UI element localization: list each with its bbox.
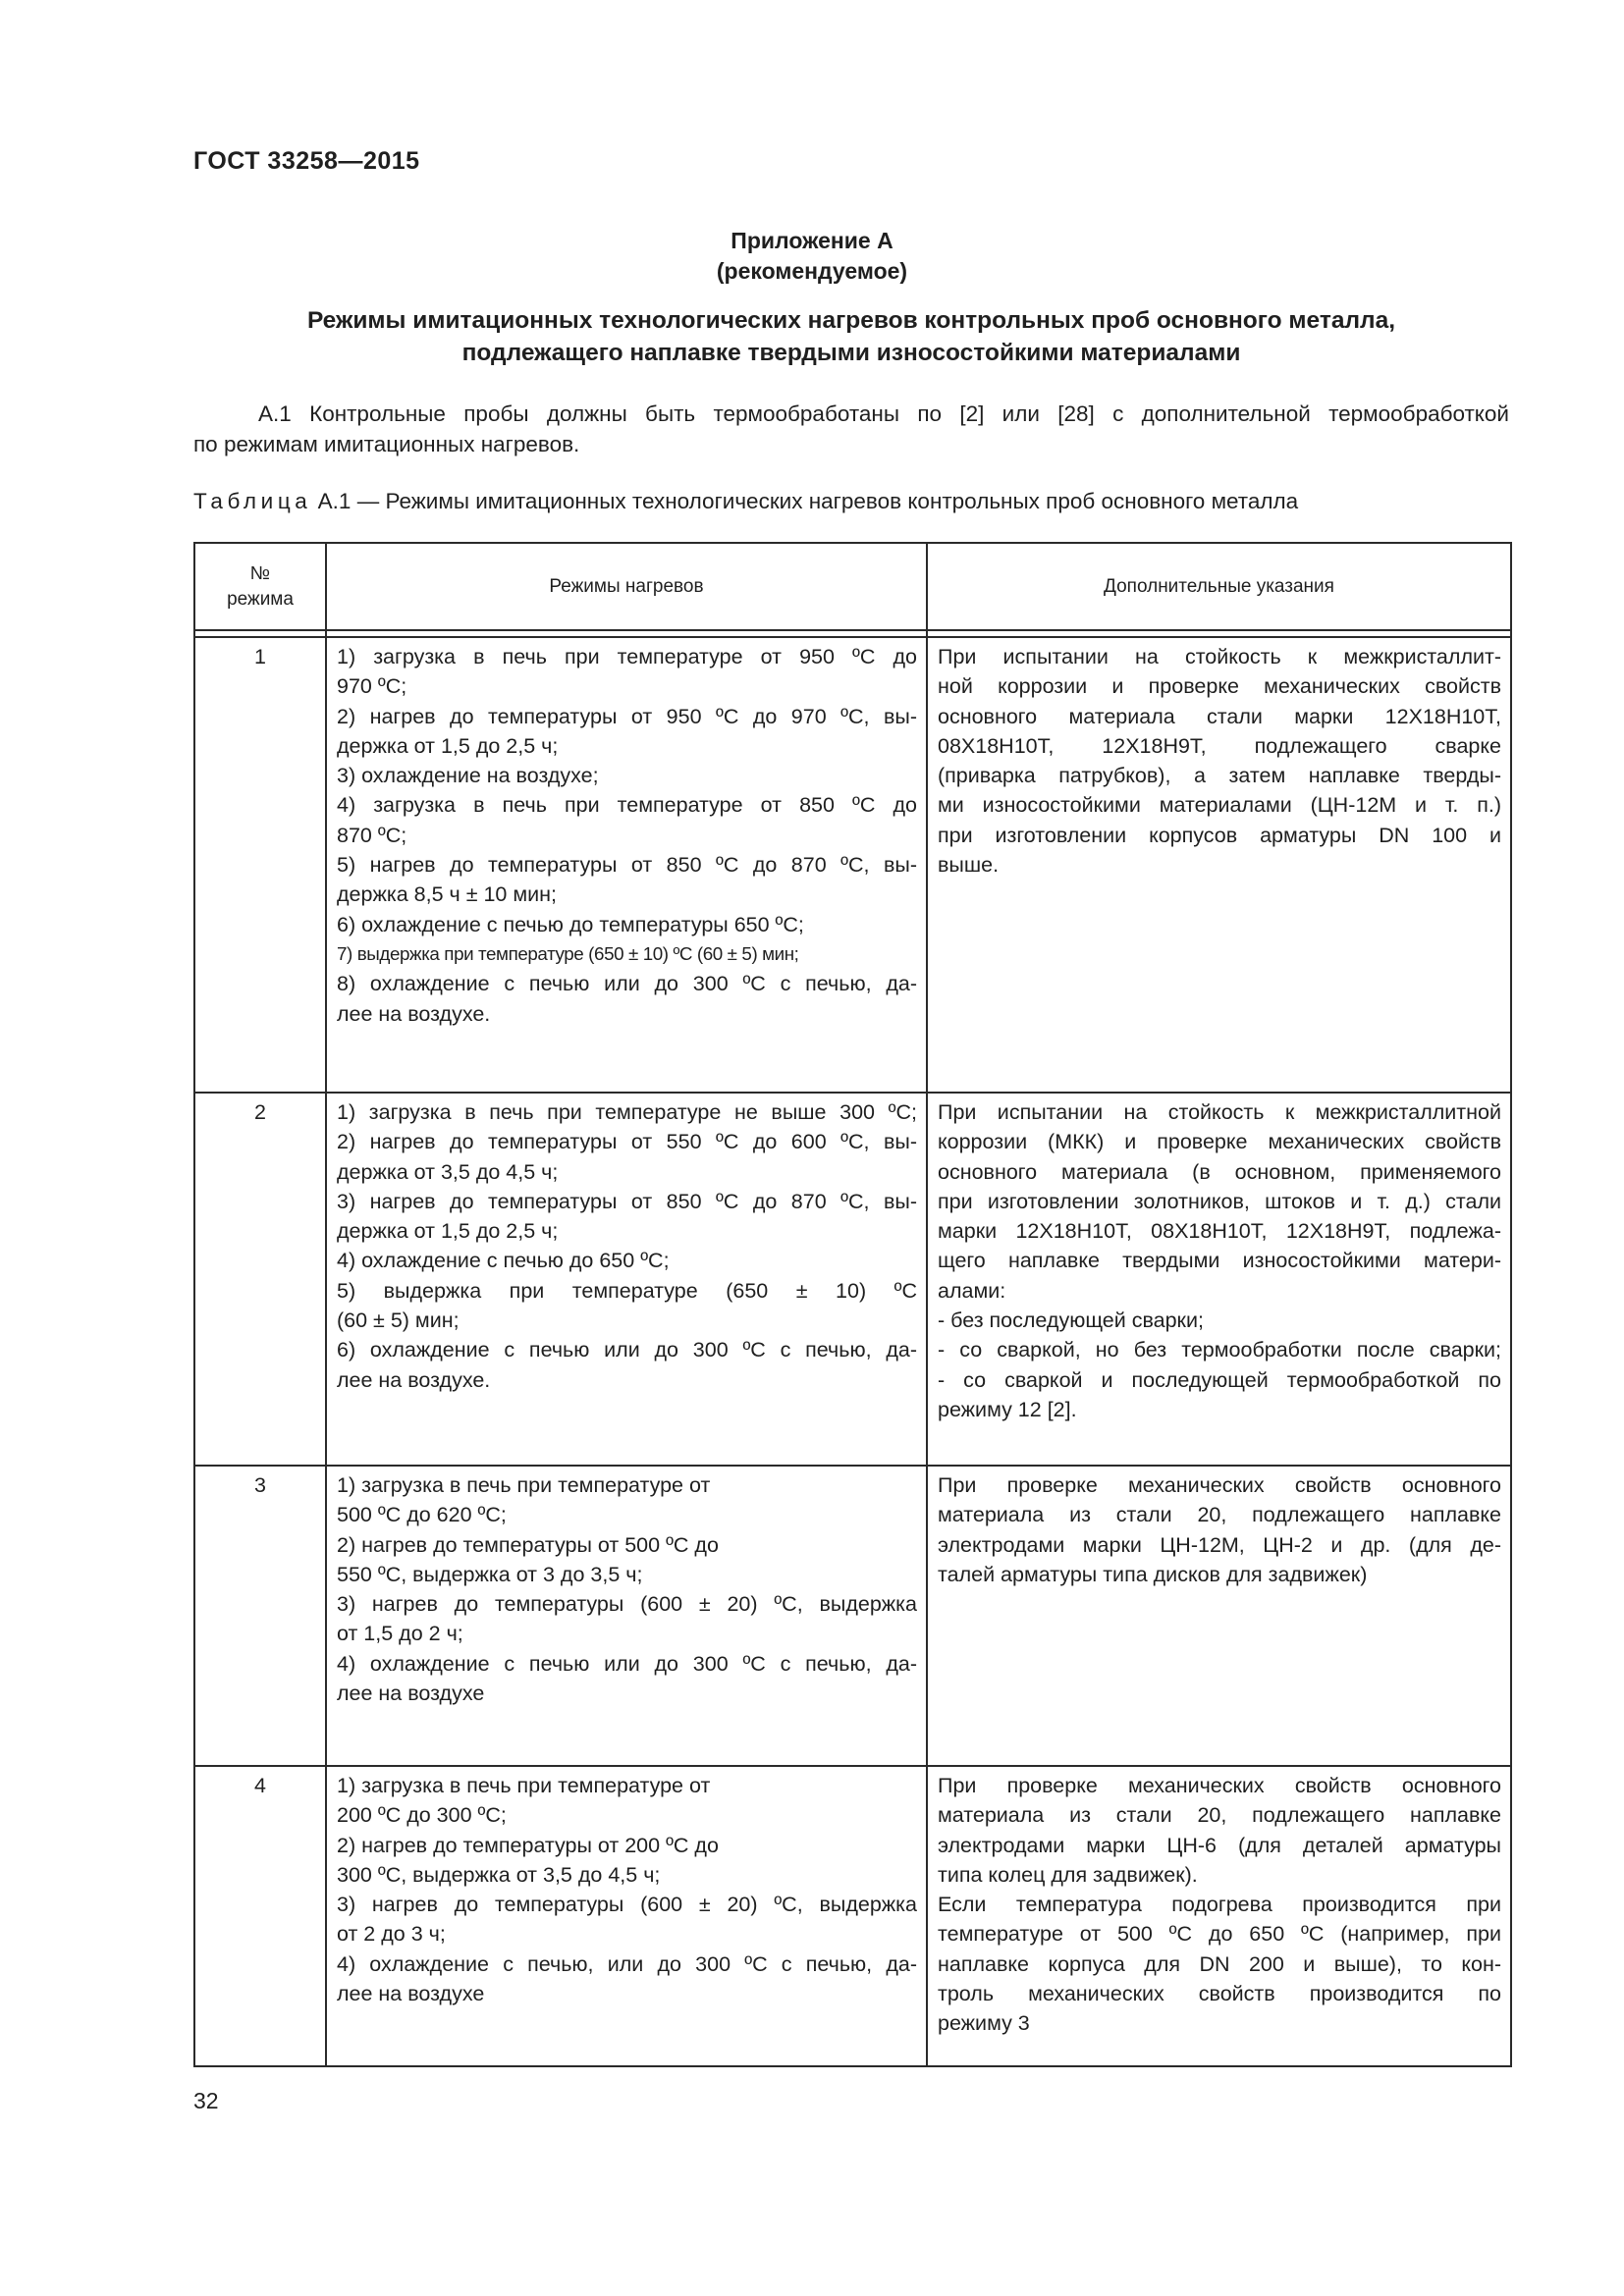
appendix-type: (рекомендуемое) — [716, 258, 908, 284]
mode-number: 1 — [194, 637, 326, 1093]
appendix-title-line: подлежащего наплавке твердыми износостойкими материалами — [461, 340, 1241, 366]
mode-notes: При испытании на стойкость к межкристаллит- ной коррозии и проверке механических свойств основного материала стали марки 12Х18Н10Т, 08Х18Н10Т, 12Х18Н9Т, подлежащего сварке (приварка патрубков), а затем наплавке тверды- ми износостойкими материалами (ЦН-12М и т. п.) при изготовлении корпусов арматуры DN 100 и выше. — [927, 637, 1511, 1093]
table-row — [194, 1766, 1511, 2066]
paragraph-a1 — [193, 399, 1509, 459]
paragraph-line: А.1 Контрольные пробы должны быть термообработаны по [2] или [28] с дополнительной термообработкой — [258, 401, 1509, 426]
document-code: ГОСТ 33258—2015 — [193, 147, 420, 175]
mode-steps: 1) загрузка в печь при температуре от 200 ºС до 300 ºС; 2) нагрев до температуры от 200 ºС до 300 ºС, выдержка от 3,5 до 4,5 ч; 3) нагрев до температуры (600 ± 20) ºС, выдержка от 2 до 3 ч; 4) охлаждение с печью, или до 300 ºС с печью, да- лее на воздухе — [326, 1766, 927, 2066]
mode-number: 3 — [194, 1466, 326, 1766]
table-row — [194, 1093, 1511, 1466]
header-additional-notes: Дополнительные указания — [927, 543, 1511, 630]
mode-notes: При испытании на стойкость к межкристаллитной коррозии (МКК) и проверке механических свойств основного материала (в основном, применяемого при изготовлении золотников, штоков и т. д.) стали марки 12Х18Н10Т, 08Х18Н10Т, 12Х18Н9Т, подлежа- щего наплавке твердыми износостойкими матери- алами: - без последующей сварки; - со сваркой, но без термообработки после сварки; - со сваркой и последующей термообработкой по режиму 12 [2]. — [927, 1093, 1511, 1466]
mode-number: 2 — [194, 1093, 326, 1466]
mode-steps: 1) загрузка в печь при температуре от 950 ºС до 970 ºС; 2) нагрев до температуры от 950 ºС до 970 ºС, вы- держка от 1,5 до 2,5 ч; 3) охлаждение на воздухе; 4) загрузка в печь при температуре от 850 ºС до 870 ºС; 5) нагрев до температуры от 850 ºС до 870 ºС, вы- держка 8,5 ч ± 10 мин; 6) охлаждение с печью до температуры 650 ºС; 7) выдержка при температуре (650 ± 10) ºС (60 ± 5) мин; 8) охлаждение с печью или до 300 ºС с печью, да- лее на воздухе. — [326, 637, 927, 1093]
table-caption-prefix: Таблица — [193, 489, 312, 513]
mode-notes: При проверке механических свойств основного материала из стали 20, подлежащего наплавке электродами марки ЦН-12М, ЦН-2 и др. (для де- талей арматуры типа дисков для задвижек) — [927, 1466, 1511, 1766]
page-number: 32 — [193, 2088, 219, 2113]
header-heating-modes: Режимы нагревов — [326, 543, 927, 630]
mode-steps: 1) загрузка в печь при температуре от 500 ºС до 620 ºС; 2) нагрев до температуры от 500 ºС до 550 ºС, выдержка от 3 до 3,5 ч; 3) нагрев до температуры (600 ± 20) ºС, выдержка от 1,5 до 2 ч; 4) охлаждение с печью или до 300 ºС с печью, да- лее на воздухе — [326, 1466, 927, 1766]
table-caption — [193, 489, 1298, 514]
heating-modes-table — [193, 542, 1512, 2067]
appendix-title — [193, 304, 1509, 369]
appendix-title-line: Режимы имитационных технологических нагревов контрольных проб основного металла, — [306, 307, 1396, 334]
mode-number: 4 — [194, 1766, 326, 2066]
table-header-row — [194, 543, 1511, 630]
header-mode-number: № режима — [194, 543, 326, 630]
table-row — [194, 1466, 1511, 1766]
header-separator — [194, 630, 1511, 637]
appendix-label: Приложение А — [731, 228, 893, 253]
paragraph-line: по режимам имитационных нагревов. — [193, 432, 580, 456]
table-row — [194, 637, 1511, 1093]
appendix-heading — [0, 226, 1624, 287]
table-caption-text: А.1 — Режимы имитационных технологических нагревов контрольных проб основного металла — [311, 489, 1299, 513]
mode-notes: При проверке механических свойств основного материала из стали 20, подлежащего наплавке электродами марки ЦН-6 (для деталей арматуры типа колец для задвижек). Если температура подогрева производится при температуре от 500 ºС до 650 ºС (например, при наплавке корпуса для DN 200 и выше), то кон- троль механических свойств производится по режиму 3 — [927, 1766, 1511, 2066]
mode-steps: 1) загрузка в печь при температуре не выше 300 ºС; 2) нагрев до температуры от 550 ºС до 600 ºС, вы- держка от 3,5 до 4,5 ч; 3) нагрев до температуры от 850 ºС до 870 ºС, вы- держка от 1,5 до 2,5 ч; 4) охлаждение с печью до 650 ºС; 5) выдержка при температуре (650 ± 10) ºС (60 ± 5) мин; 6) охлаждение с печью или до 300 ºС с печью, да- лее на воздухе. — [326, 1093, 927, 1466]
